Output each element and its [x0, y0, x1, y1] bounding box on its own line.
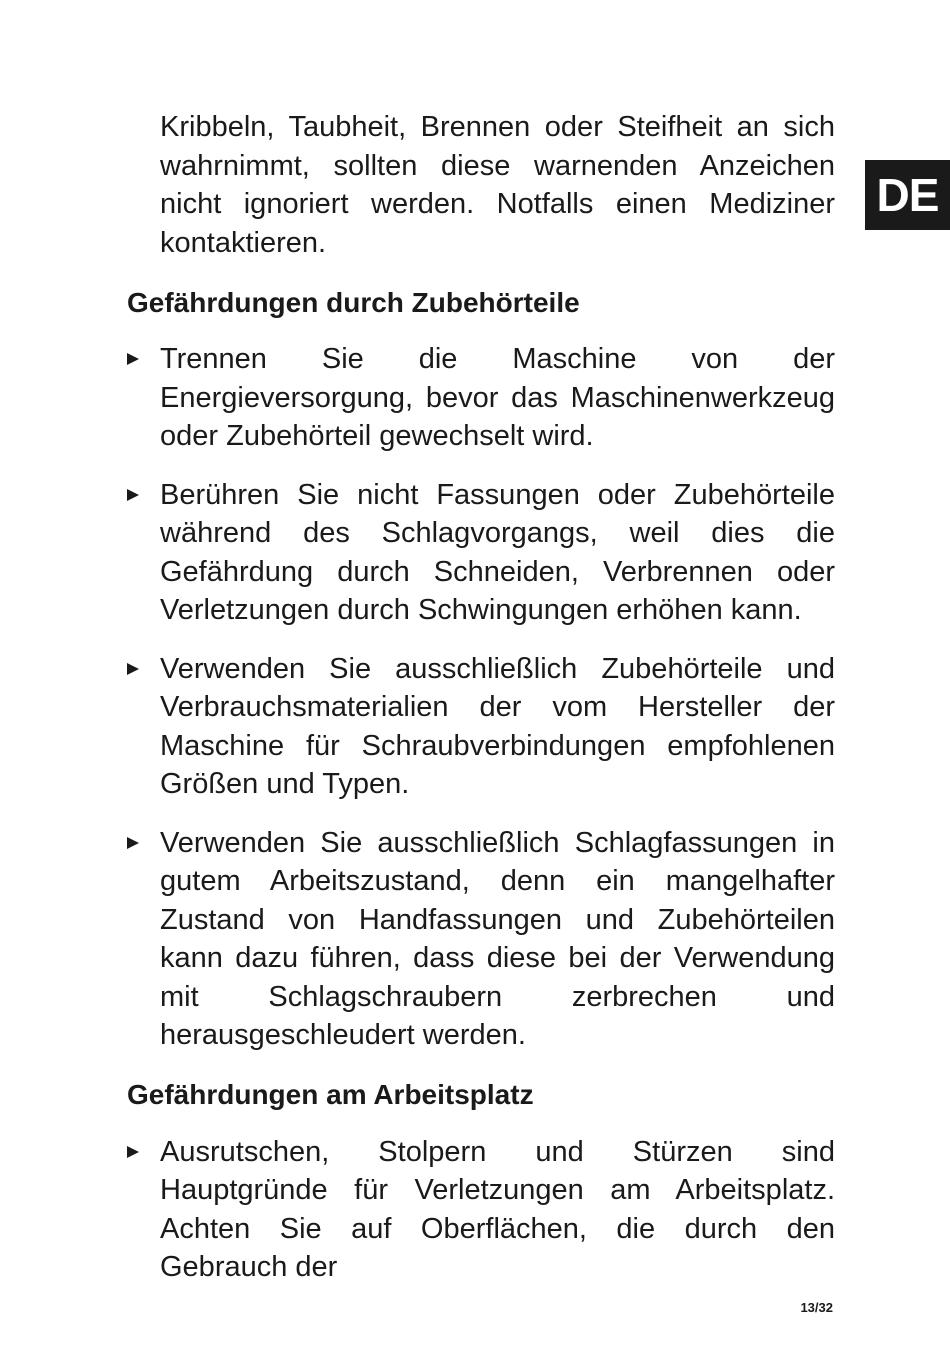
page-number: 13/32 — [800, 1300, 833, 1315]
list-item — [127, 476, 835, 630]
list-item-text: Ausrutschen, Stolpern und Stürzen sind Hauptgründe für Verletzungen am Arbeitsplatz. Achten Sie auf Oberflächen, die durch den Gebrauch der — [160, 1135, 835, 1283]
list-item-text: Verwenden Sie ausschließlich Schlagfassungen in gutem Arbeitszustand, denn ein mangelhafter Zustand von Handfassungen und Zubehörteilen kann dazu führen, dass diese bei der Verwendung mit Schlagschraubern zerbrechen und herausgeschleudert werden. — [160, 826, 835, 1051]
list-item-text: Trennen Sie die Maschine von der Energieversorgung, bevor das Maschinenwerkzeug oder Zubehörteil gewechselt wird. — [160, 343, 835, 452]
triangle-bullet-icon — [127, 663, 139, 675]
triangle-bullet-icon — [127, 353, 139, 365]
list-item — [127, 1133, 835, 1287]
list-item — [127, 650, 835, 804]
section-heading-workplace: Gefährdungen am Arbeitsplatz — [127, 1078, 534, 1110]
list-item-text: Verwenden Sie ausschließlich Zubehörteile und Verbrauchsmaterialien der vom Hersteller der Maschine für Schraubverbindungen empfohlenen Größen und Typen. — [160, 652, 835, 800]
page-content — [127, 108, 835, 1287]
triangle-bullet-icon — [127, 1146, 139, 1158]
language-tab: DE — [865, 160, 950, 230]
workplace-list — [127, 1133, 835, 1287]
intro-paragraph: Kribbeln, Taubheit, Brennen oder Steifheit an sich wahrnimmt, sollten diese warnenden Anzeichen nicht ignoriert werden. Notfalls einen Mediziner kontaktieren. — [160, 111, 835, 259]
triangle-bullet-icon — [127, 837, 139, 849]
list-item-text: Berühren Sie nicht Fassungen oder Zubehörteile während des Schlagvorgangs, weil dies die Gefährdung durch Schneiden, Verbrennen oder Verletzungen durch Schwingungen erhöhen kann. — [160, 478, 835, 626]
section-heading-accessories: Gefährdungen durch Zubehörteile — [127, 287, 580, 318]
list-item — [127, 824, 835, 1055]
triangle-bullet-icon — [127, 489, 139, 501]
list-item — [127, 340, 835, 456]
accessories-list — [127, 340, 835, 1055]
